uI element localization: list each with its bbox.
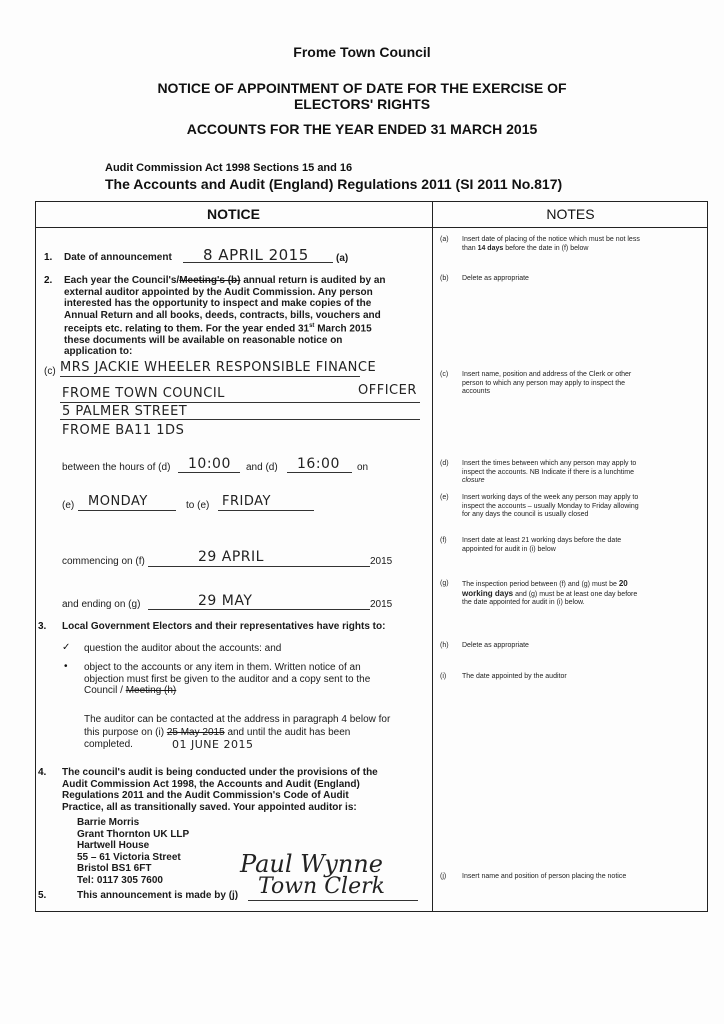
p2-line-tail: March 2015 xyxy=(314,323,372,335)
hours-to-line xyxy=(287,472,352,473)
note-f-ref: (f) xyxy=(440,537,447,544)
note-h-ref: (h) xyxy=(440,642,449,649)
notice-title-line2: ELECTORS' RIGHTS xyxy=(293,96,431,112)
note-f xyxy=(440,537,702,554)
hours-on-label: on xyxy=(357,462,369,473)
note-j-text: Insert name and position of person placing the notice xyxy=(462,873,627,880)
note-b xyxy=(440,275,702,284)
day-from-value: MONDAY xyxy=(88,494,148,509)
p2-line: Annual Return and all books, deeds, contracts, bills, vouchers and xyxy=(64,309,381,321)
clerk-line-2 xyxy=(60,402,420,403)
note-e-line: Insert working days of the week any person may apply to xyxy=(462,494,639,501)
note-a-ref: (a) xyxy=(440,236,449,243)
bullet-dot-icon: • xyxy=(64,661,68,672)
regulations-reference: The Accounts and Audit (England) Regulations 2011 (SI 2011 No.817) xyxy=(105,176,563,192)
day-from-line xyxy=(78,510,176,511)
object-council: Council / xyxy=(84,685,123,696)
p2-text-b: annual return is audited by an xyxy=(240,275,386,286)
note-g-ref: (g) xyxy=(440,580,449,587)
note-a-line xyxy=(462,245,702,254)
clerk-ref: (c) xyxy=(44,366,56,377)
note-i xyxy=(440,673,702,682)
clerk-street-line: 5 PALMER STREET xyxy=(62,404,188,419)
signature-name: Paul Wynne xyxy=(240,850,383,878)
note-a-line: Insert date of placing of the notice which must be not less xyxy=(462,236,640,243)
p4-line: The council's audit is being conducted under the provisions of the xyxy=(62,767,378,778)
note-f-line: Insert date at least 21 working days before the date xyxy=(462,537,622,544)
note-c-line: person to which any person may apply to inspect the xyxy=(462,379,626,387)
paragraph-2-text xyxy=(64,275,424,358)
auditor-name: Barrie Morris xyxy=(77,817,140,828)
ending-label: and ending on (g) xyxy=(62,599,141,610)
p4-line: Practice, all as transitionally saved. Your appointed auditor is: xyxy=(62,801,357,813)
p2-line: interested has the opportunity to inspect and make copies of the xyxy=(64,298,372,309)
p4-line: Audit Commission Act 1998, the Accounts and Audit (England) xyxy=(62,778,360,790)
note-e-line: inspect the accounts – usually Monday to Friday allowing xyxy=(462,502,639,510)
note-c xyxy=(440,371,702,397)
note-a-text: than xyxy=(462,244,478,252)
paragraph-3-number: 3. xyxy=(38,621,47,632)
p2-line: these documents will be available on reasonable notice on xyxy=(64,334,343,346)
note-a-tail: before the date in (f) below xyxy=(503,244,589,252)
paragraph-2-first-line xyxy=(64,275,424,287)
note-g xyxy=(440,580,702,608)
note-d-line: closure xyxy=(462,477,485,484)
hours-to-value: 16:00 xyxy=(297,456,340,472)
clerk-town-line: FROME BA11 1DS xyxy=(62,423,185,438)
commencing-label: commencing on (f) xyxy=(62,556,145,567)
paragraph-5-number: 5. xyxy=(38,890,47,901)
contact-strikethrough: 25 May 2015 xyxy=(166,726,225,738)
clerk-council-line: FROME TOWN COUNCIL xyxy=(62,386,225,401)
hours-and-label: and (d) xyxy=(246,462,278,473)
header-divider xyxy=(35,227,708,228)
note-g-line: the date appointed for audit in (i) below. xyxy=(462,599,585,606)
note-a xyxy=(440,236,702,253)
announcement-date-value: 8 APRIL 2015 xyxy=(203,246,309,264)
note-c-line: accounts xyxy=(462,388,491,395)
p2-text-a: Each year the Council's/ xyxy=(64,275,180,286)
bullet-tick-icon: ✓ xyxy=(62,642,71,653)
note-e-line: for any days the council is usually closed xyxy=(462,511,589,518)
p2-line: application to: xyxy=(64,346,133,358)
note-i-ref: (i) xyxy=(440,673,447,680)
note-c-ref: (c) xyxy=(440,371,449,378)
announcement-date-label: Date of announcement xyxy=(64,252,172,263)
p2-line: external auditor appointed by the Audit Commission. Any person xyxy=(64,286,373,298)
accounts-heading: ACCOUNTS FOR THE YEAR ENDED 31 MARCH 2015 xyxy=(186,121,538,137)
object-line xyxy=(84,685,429,697)
notice-title-line1: NOTICE OF APPOINTMENT OF DATE FOR THE EXERCISE OF xyxy=(157,80,567,96)
auditor-contact-text xyxy=(84,714,429,752)
note-h-text: Delete as appropriate xyxy=(462,642,529,649)
p2-strikethrough: Meeting's (b) xyxy=(179,275,241,286)
note-d-line: Insert the times between which any person may apply to xyxy=(462,460,637,467)
clerk-name-line-end: OFFICER xyxy=(358,383,417,398)
note-j xyxy=(440,873,702,882)
council-name: Frome Town Council xyxy=(293,44,431,60)
clerk-name-line: MRS JACKIE WHEELER RESPONSIBLE FINANCE xyxy=(60,360,377,375)
made-by-line xyxy=(248,900,418,901)
p4-line: Regulations 2011 and the Audit Commission's Code of Audit xyxy=(62,790,349,801)
column-divider xyxy=(432,201,433,912)
note-j-ref: (j) xyxy=(440,873,447,880)
note-g-text-2: and (g) must be at least one day before xyxy=(513,590,638,598)
paragraph-4-text xyxy=(62,767,427,813)
notice-column-header: NOTICE xyxy=(207,206,260,222)
note-b-text: Delete as appropriate xyxy=(462,275,529,282)
day-to-line xyxy=(218,510,314,511)
note-g-bold: 20 xyxy=(618,579,628,588)
contact-text-a: this purpose on (i) xyxy=(84,726,165,738)
note-c-line: Insert name, position and address of the Clerk or other xyxy=(462,371,632,378)
ending-value: 29 MAY xyxy=(198,593,253,609)
auditor-city: Bristol BS1 6FT xyxy=(77,863,152,874)
clerk-line-3 xyxy=(60,419,420,420)
signature-title: Town Clerk xyxy=(258,874,385,899)
hours-from-value: 10:00 xyxy=(188,456,231,472)
object-line: object to the accounts or any item in them. Written notice of an xyxy=(84,662,361,673)
act-reference: Audit Commission Act 1998 Sections 15 and 16 xyxy=(105,162,353,174)
note-f-line: appointed for audit in (i) below xyxy=(462,545,556,553)
ending-line xyxy=(148,609,370,610)
hours-label: between the hours of (d) xyxy=(62,462,171,473)
p2-superscript: st xyxy=(309,323,315,329)
p2-line-text: receipts etc. relating to them. For the year ended 31 xyxy=(64,323,310,335)
note-g-line xyxy=(462,590,702,600)
bullet-object xyxy=(84,662,429,697)
hours-from-line xyxy=(178,472,240,473)
note-i-text: The date appointed by the auditor xyxy=(462,673,567,680)
paragraph-2-number: 2. xyxy=(44,275,53,286)
ending-year: 2015 xyxy=(370,599,393,610)
paragraph-3-text: Local Government Electors and their representatives have rights to: xyxy=(62,621,386,632)
note-b-ref: (b) xyxy=(440,275,449,282)
day-from-ref: (e) xyxy=(62,500,75,511)
object-line: objection must first be given to the auditor and a copy sent to the xyxy=(84,673,371,685)
auditor-address xyxy=(77,817,189,886)
auditor-building: Hartwell House xyxy=(77,840,150,851)
clerk-line-1 xyxy=(60,376,360,377)
object-strikethrough: Meeting (h) xyxy=(125,685,177,696)
bullet-question-auditor: question the auditor about the accounts: and xyxy=(84,643,282,654)
note-g-text: The inspection period between (f) and (g) must be xyxy=(462,581,619,588)
notes-column-header: NOTES xyxy=(546,206,595,222)
revised-audit-date: 01 JUNE 2015 xyxy=(172,738,254,751)
commencing-year: 2015 xyxy=(370,556,393,567)
day-to-label: to (e) xyxy=(186,500,210,511)
commencing-value: 29 APRIL xyxy=(198,549,264,565)
note-e-ref: (e) xyxy=(440,494,449,501)
auditor-street: 55 – 61 Victoria Street xyxy=(77,851,181,863)
announcement-made-by: This announcement is made by (j) xyxy=(77,890,239,901)
note-g-bold-2: working days xyxy=(462,588,514,598)
notice-title xyxy=(0,80,724,112)
auditor-firm: Grant Thornton UK LLP xyxy=(77,828,190,840)
paragraph-1-number: 1. xyxy=(44,252,53,263)
day-to-value: FRIDAY xyxy=(222,494,271,509)
announcement-date-ref: (a) xyxy=(336,253,349,264)
commencing-line xyxy=(148,566,370,567)
note-h xyxy=(440,642,702,651)
note-a-bold: 14 days xyxy=(477,244,504,252)
contact-line xyxy=(84,727,429,740)
auditor-phone: Tel: 0117 305 7600 xyxy=(77,874,163,886)
contact-line: The auditor can be contacted at the address in paragraph 4 below for xyxy=(84,714,391,725)
note-d-line: inspect the accounts. NB Indicate if there is a lunchtime xyxy=(462,468,634,476)
contact-line: completed. xyxy=(84,739,133,750)
note-d xyxy=(440,460,702,486)
contact-text-b: and until the audit has been xyxy=(227,726,351,738)
note-d-ref: (d) xyxy=(440,460,449,467)
paragraph-4-number: 4. xyxy=(38,767,47,778)
note-e xyxy=(440,494,702,520)
p2-line xyxy=(64,321,424,335)
